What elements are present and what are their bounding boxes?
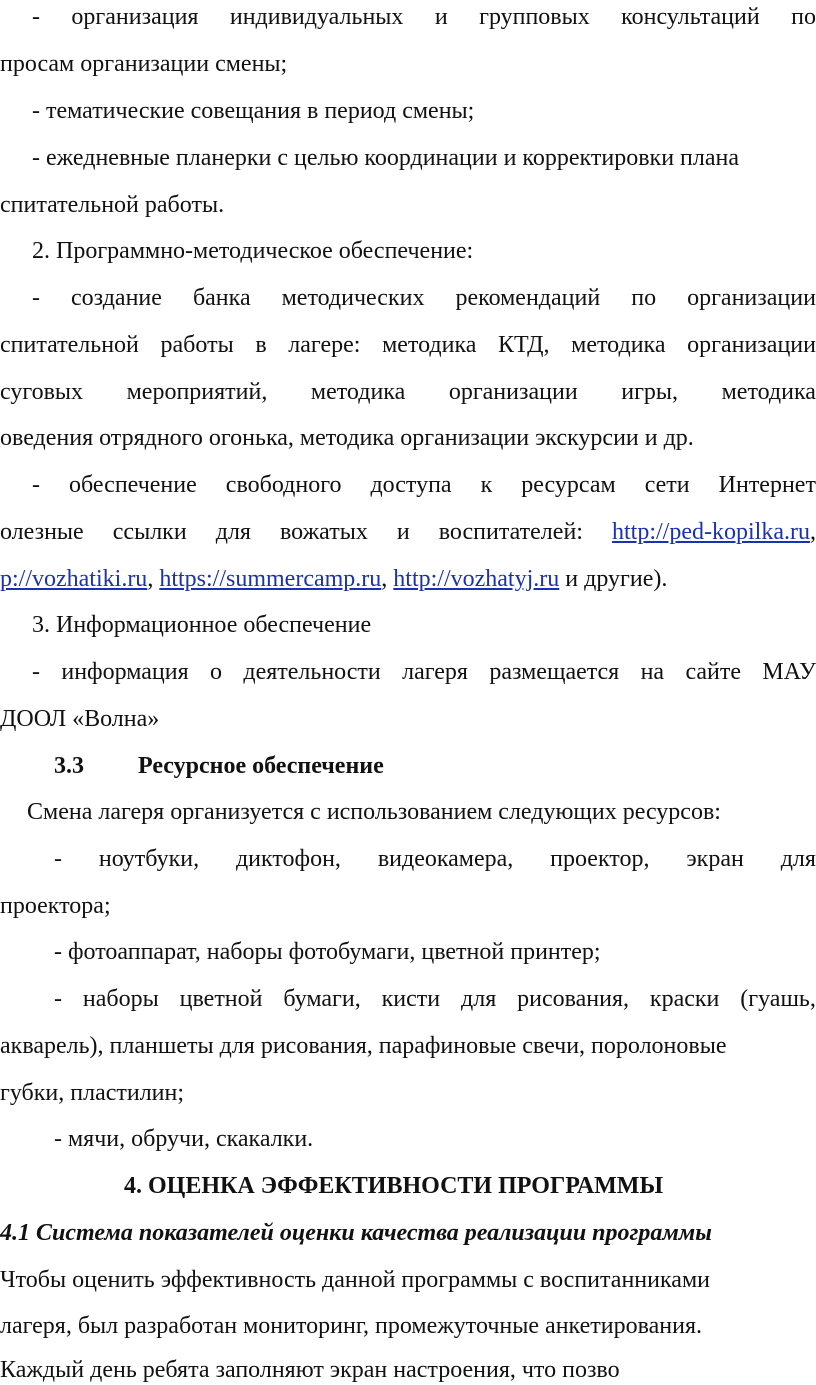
word: суговых bbox=[0, 379, 84, 405]
line-10: оведения отрядного огонька, методика организации экскурсии и др. bbox=[0, 425, 694, 451]
word: мероприятий, bbox=[126, 379, 268, 405]
word: для bbox=[780, 846, 816, 872]
word: и bbox=[434, 4, 448, 30]
word: о bbox=[210, 659, 222, 685]
word: методических bbox=[281, 285, 425, 311]
link-summercamp[interactable]: https://summercamp.ru bbox=[159, 566, 382, 592]
word: - bbox=[32, 285, 40, 311]
line-3: - тематические совещания в период смены; bbox=[32, 98, 475, 124]
word: вожатых bbox=[280, 519, 368, 545]
word: лагере: bbox=[288, 332, 361, 358]
word: размещается bbox=[489, 659, 620, 685]
section-title: Ресурсное обеспечение bbox=[138, 753, 384, 779]
word: кисти bbox=[381, 986, 441, 1012]
word: и bbox=[396, 519, 410, 545]
word: - bbox=[54, 986, 62, 1012]
word: МАУ bbox=[762, 659, 816, 685]
word: по bbox=[791, 4, 816, 30]
word: на bbox=[640, 659, 665, 685]
word: видеокамера, bbox=[377, 846, 514, 872]
line-9 bbox=[0, 377, 816, 407]
word: работы bbox=[160, 332, 234, 358]
word: - bbox=[32, 4, 40, 30]
word: проектор, bbox=[550, 846, 650, 872]
line-23: акварель), планшеты для рисования, парафиновые свечи, поролоновые bbox=[0, 1033, 727, 1059]
word: по bbox=[631, 285, 657, 311]
line-2: просам организации смены; bbox=[0, 51, 288, 77]
comma: , bbox=[809, 519, 816, 545]
line-8 bbox=[0, 330, 816, 360]
line-18: Смена лагеря организуется с использованием следующих ресурсов: bbox=[27, 799, 721, 825]
word: рисования, bbox=[517, 986, 630, 1012]
word: к bbox=[480, 472, 493, 498]
chapter-heading: 4. ОЦЕНКА ЭФФЕКТИВНОСТИ ПРОГРАММЫ bbox=[124, 1173, 664, 1199]
subsection-heading: 4.1 Система показателей оценки качества реализации программы bbox=[0, 1220, 712, 1246]
word: методика bbox=[571, 332, 666, 358]
word: создание bbox=[71, 285, 162, 311]
link-group bbox=[612, 517, 816, 547]
link-ped-kopilka[interactable]: http://ped-kopilka.ru bbox=[612, 519, 810, 545]
word: сети bbox=[644, 472, 690, 498]
word: наборы bbox=[82, 986, 159, 1012]
line-tail: и другие). bbox=[559, 566, 668, 592]
word: спитательной bbox=[0, 332, 139, 358]
word: игры, bbox=[621, 379, 679, 405]
word: обеспечение bbox=[69, 472, 197, 498]
section-number: 3.3 bbox=[54, 753, 84, 779]
word: Интернет bbox=[718, 472, 816, 498]
link-vozhatyj[interactable]: http://vozhatyj.ru bbox=[393, 566, 560, 592]
line-30: Каждый день ребята заполняют экран настроения, что позво bbox=[0, 1357, 620, 1383]
word: краски bbox=[649, 986, 720, 1012]
word: рекомендаций bbox=[455, 285, 601, 311]
line-15 bbox=[32, 657, 816, 687]
line-1 bbox=[32, 2, 816, 32]
line-25: - мячи, обручи, скакалки. bbox=[54, 1126, 314, 1152]
word: индивидуальных bbox=[229, 4, 404, 30]
line-11 bbox=[32, 470, 816, 500]
word: информация bbox=[61, 659, 189, 685]
word: бумаги, bbox=[283, 986, 361, 1012]
word: лагеря bbox=[402, 659, 468, 685]
word: диктофон, bbox=[235, 846, 341, 872]
word: в bbox=[255, 332, 267, 358]
word: воспитателей: bbox=[438, 519, 583, 545]
line-24: губки, пластилин; bbox=[0, 1080, 185, 1106]
line-7 bbox=[32, 283, 816, 313]
word: КТД, bbox=[498, 332, 550, 358]
word: деятельности bbox=[243, 659, 381, 685]
word: экран bbox=[686, 846, 744, 872]
line-4: - ежедневные планерки с целью координации и корректировки плана bbox=[32, 145, 740, 171]
word: - bbox=[32, 472, 40, 498]
line-13 bbox=[0, 564, 667, 594]
word: ноутбуки, bbox=[98, 846, 200, 872]
word: методика bbox=[721, 379, 816, 405]
word: организация bbox=[71, 4, 199, 30]
word: свободного bbox=[225, 472, 342, 498]
line-14: 3. Информационное обеспечение bbox=[32, 612, 372, 638]
word: ресурсам bbox=[521, 472, 616, 498]
word: методика bbox=[310, 379, 406, 405]
word: - bbox=[32, 659, 40, 685]
word: (гуашь, bbox=[740, 986, 816, 1012]
word: организации bbox=[448, 379, 578, 405]
word: организации bbox=[687, 332, 816, 358]
line-12 bbox=[0, 517, 816, 547]
word: банка bbox=[192, 285, 251, 311]
line-6: 2. Программно-методическое обеспечение: bbox=[32, 238, 474, 264]
line-19 bbox=[54, 844, 816, 874]
word: сайте bbox=[685, 659, 742, 685]
separator: , bbox=[147, 566, 160, 592]
word: доступа bbox=[370, 472, 452, 498]
link-vozhatiki[interactable]: p://vozhatiki.ru bbox=[0, 566, 148, 592]
separator: , bbox=[381, 566, 394, 592]
line-16: ДООЛ «Волна» bbox=[0, 706, 160, 732]
word: - bbox=[54, 846, 62, 872]
word: для bbox=[461, 986, 497, 1012]
line-21: - фотоаппарат, наборы фотобумаги, цветной принтер; bbox=[54, 939, 601, 965]
line-5: спитательной работы. bbox=[0, 192, 225, 218]
word: олезные bbox=[0, 519, 84, 545]
line-28: Чтобы оценить эффективность данной программы с воспитанниками bbox=[0, 1267, 710, 1293]
word: методика bbox=[382, 332, 477, 358]
line-20: проектора; bbox=[0, 893, 111, 919]
word: для bbox=[215, 519, 251, 545]
line-22 bbox=[54, 984, 816, 1014]
line-29: лагеря, был разработан мониторинг, промежуточные анкетирования. bbox=[0, 1313, 702, 1339]
word: ссылки bbox=[112, 519, 187, 545]
word: консультаций bbox=[621, 4, 760, 30]
word: организации bbox=[687, 285, 816, 311]
word: цветной bbox=[179, 986, 263, 1012]
word: групповых bbox=[479, 4, 590, 30]
